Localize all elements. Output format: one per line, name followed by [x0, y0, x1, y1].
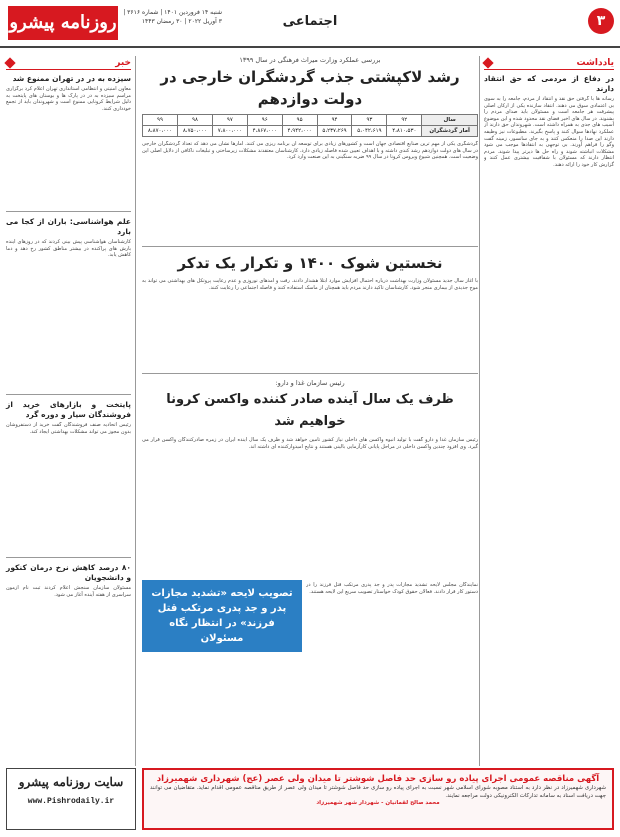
table-cell: ۹۶	[247, 115, 282, 126]
ad-title: آگهی مناقصه عمومی اجرای پیاده رو سازی حد فاصل شوشتر تا میدان ولی عصر (عج) شهرداری شهمیرزاد	[156, 774, 600, 784]
newspaper-logo: روزنامه پیشرو	[8, 6, 118, 40]
column-header	[484, 56, 614, 70]
table-cell: ۹۸	[178, 115, 213, 126]
news-body: معاون امنیتی و انتظامی استانداری تهران اعلام کرد برگزاری مراسم سیزده به در در پارک ها و بوستان های پایتخت به دلیل شرایط کرونایی ممنوع است و شهروندان باید از تجمع خودداری کنند.	[6, 86, 131, 112]
table-cell: ۹۹	[143, 115, 178, 126]
divider	[142, 246, 478, 247]
article-kicker: بررسی عملکرد وزارت میراث فرهنگی در سال ۱۳۹۹	[239, 56, 381, 64]
note-body: رسانه ها با گرفتن حق نقد و انتقاد از مردم، جامعه را به سوی بی اعتمادی سوق می دهند. انتقاد سازنده یکی از ارکان اصلی پیشرفت هر جامعه است و مسئولان باید صدای مردم را بشنوند. در سال های اخیر فضای نقد محدود شده و این موضوع آسیب های جدی به همراه داشته است. شهروندان حق دارند از عملکرد نهادها سوال کنند و پاسخ بگیرند. مطبوعات نیز وظیفه دارند این صدا را منعکس کنند و به جای سانسور، زمینه گفت وگو را فراهم آورند. بی توجهی به انتقادها موجب می شود مشکلات انباشته شوند و راه حل ها دیرتر پیدا شوند. مردم انتظار دارند که مسئولان با شفافیت بیشتری عمل کنند و گزارش کار خود را ارائه دهند.	[484, 96, 614, 168]
divider	[6, 557, 131, 558]
left-column	[6, 56, 136, 766]
news-headline: پایتخت و بازارهای خرید از فروشندگان سیار و دوره گرد	[6, 400, 131, 419]
article-headline: ظرف یک سال آینده صادر کننده واکسن کرونا خواهیم شد	[166, 392, 454, 429]
website-promo	[6, 768, 136, 830]
article-headline: رشد لاکپشتی جذب گردشگران خارجی در دولت دوازدهم	[160, 68, 460, 108]
divider	[6, 394, 131, 395]
table-row-label: آمار گردشگران	[422, 126, 478, 137]
article-body: با آغاز سال جدید مسئولان وزارت بهداشت درباره احتمال افزایش موارد ابتلا هشدار دادند. رفت و آمدهای نوروزی و عدم رعایت پروتکل های بهداشتی می تواند به موج جدیدی از بیماری منجر شود. کارشناسان تاکید دارند مردم باید همچنان از ماسک استفاده کنند و فاصله اجتماعی را رعایت کنند.	[142, 278, 478, 291]
article-body: رئیس سازمان غذا و دارو گفت با تولید انبوه واکسن های داخلی نیاز کشور تامین خواهد شد و ظرف یک سال آینده ایران در زمره صادرکنندگان واکسن قرار می گیرد. وی افزود چندین واکسن داخلی در مراحل پایانی کارآزمایی بالینی هستند و نتایج امیدوارکننده ای داشته اند.	[142, 437, 478, 450]
tourist-stats-table	[142, 114, 478, 137]
table-row-label: سال	[422, 115, 478, 126]
table-row	[143, 115, 478, 126]
table-row	[143, 126, 478, 137]
website-url[interactable]: www.Pishrodaily.ir	[27, 797, 115, 806]
section-title: اجتماعی	[282, 14, 338, 29]
table-cell: ۴،۸۱۰،۵۳۰	[387, 126, 422, 137]
right-column	[479, 56, 614, 766]
table-cell: ۵،۲۳۷،۲۶۹	[317, 126, 352, 137]
promo-title: سایت روزنامه پیشرو	[18, 775, 124, 789]
article-headline: نخستین شوک ۱۴۰۰ و تکرار یک تدکر	[177, 254, 443, 272]
article-body: نمایندگان مجلس لایحه تشدید مجازات پدر و جد پدری مرتکب قتل فرزند را در دستور کار قرار دادند. فعالان حقوق کودک خواستار تصویب سریع این لایحه هستند.	[306, 582, 478, 595]
ad-body: شهرداری شهمیرزاد در نظر دارد به استناد مصوبه شورای اسلامی شهر نسبت به اجرای پیاده رو سازی حد فاصل شوشتر تا میدان ولی عصر از طریق مناقصه عمومی اقدام نماید. متقاضیان می توانند جهت دریافت اسناد به سامانه تدارکات الکترونیکی دولت مراجعه نمایند.	[150, 785, 606, 799]
tender-ad	[142, 768, 614, 830]
news-headline: علم هواشناسی: باران از کجا می بارد	[6, 217, 131, 236]
table-cell: ۹۳	[352, 115, 387, 126]
table-cell: ۹۵	[282, 115, 317, 126]
divider	[142, 373, 478, 374]
table-cell: ۹۷	[212, 115, 247, 126]
column-header	[6, 56, 131, 70]
table-cell: ۸،۸۷۰،۰۰۰	[143, 126, 178, 137]
news-headline: سیزده به در در تهران ممنوع شد	[12, 74, 131, 83]
dateline: شنبه ۱۴ فروردین ۱۴۰۱ | شماره ۳۶۱۶ | ۳ آوریل ۲۰۲۲ | ۳۰ رمضان ۱۴۴۳	[123, 9, 222, 25]
table-cell: ۴،۸۶۷،۰۰۰	[247, 126, 282, 137]
note-headline: در دفاع از مردمی که حق انتقاد دارند	[484, 74, 614, 93]
table-cell: ۴،۹۴۲،۰۰۰	[282, 126, 317, 137]
table-cell: ۷،۸۰۰،۰۰۰	[212, 126, 247, 137]
table-cell: ۸،۷۵۰،۰۰۰	[178, 126, 213, 137]
main-content	[142, 56, 478, 766]
news-body: مسئولان سازمان سنجش اعلام کردند ثبت نام آزمون سراسری از هفته آینده آغاز می شود.	[6, 585, 131, 598]
news-body: رئیس اتحادیه صنف فروشندگان گفت خرید از دستفروشان بدون مجوز می تواند مشکلات بهداشتی ایجاد کند.	[6, 422, 131, 435]
news-body: کارشناسان هواشناسی پیش بینی کردند که در روزهای آینده بارش های پراکنده در بیشتر مناطق کشور رخ دهد و دما کاهش یابد.	[6, 239, 131, 259]
diamond-icon	[482, 57, 493, 68]
divider	[6, 211, 131, 212]
ad-signature: محمد صالح لقمانیان - شهردار شهر شهمیرزاد	[316, 800, 440, 806]
page-number: ۳	[588, 8, 614, 34]
table-cell: ۵،۰۴۲،۶۱۹	[352, 126, 387, 137]
article-body: گردشگری یکی از مهم ترین صنایع اقتصادی جهان است و کشورهای زیادی برای توسعه آن برنامه ریزی می کنند. آمارها نشان می دهد که تعداد گردشگران خارجی در سال های دولت دوازدهم رشد کندی داشته و با اهداف تعیین شده فاصله زیادی دارد. کارشناسان معتقدند مشکلات زیرساختی و تبلیغات ناکافی از دلایل اصلی این وضعیت است. همچنین شیوع ویروس کرونا در سال ۹۹ ضربه سنگینی به این صنعت وارد کرد.	[142, 141, 478, 161]
column-title: یادداشت	[576, 57, 614, 68]
highlight-headline: تصویب لایحه «تشدید مجازات پدر و جد پدری مرتکب قتل فرزند» در انتظار نگاه مسئولان	[151, 588, 293, 644]
page-header	[0, 0, 620, 48]
diamond-icon	[4, 57, 15, 68]
news-headline: ۸۰ درصد کاهش نرخ درمان کنکور و دانشجویان	[6, 563, 131, 582]
table-cell: ۹۲	[387, 115, 422, 126]
article-kicker: رئیس سازمان غذا و دارو:	[275, 379, 345, 387]
table-cell: ۹۴	[317, 115, 352, 126]
column-title: خبر	[115, 57, 131, 68]
highlight-box	[142, 580, 302, 652]
